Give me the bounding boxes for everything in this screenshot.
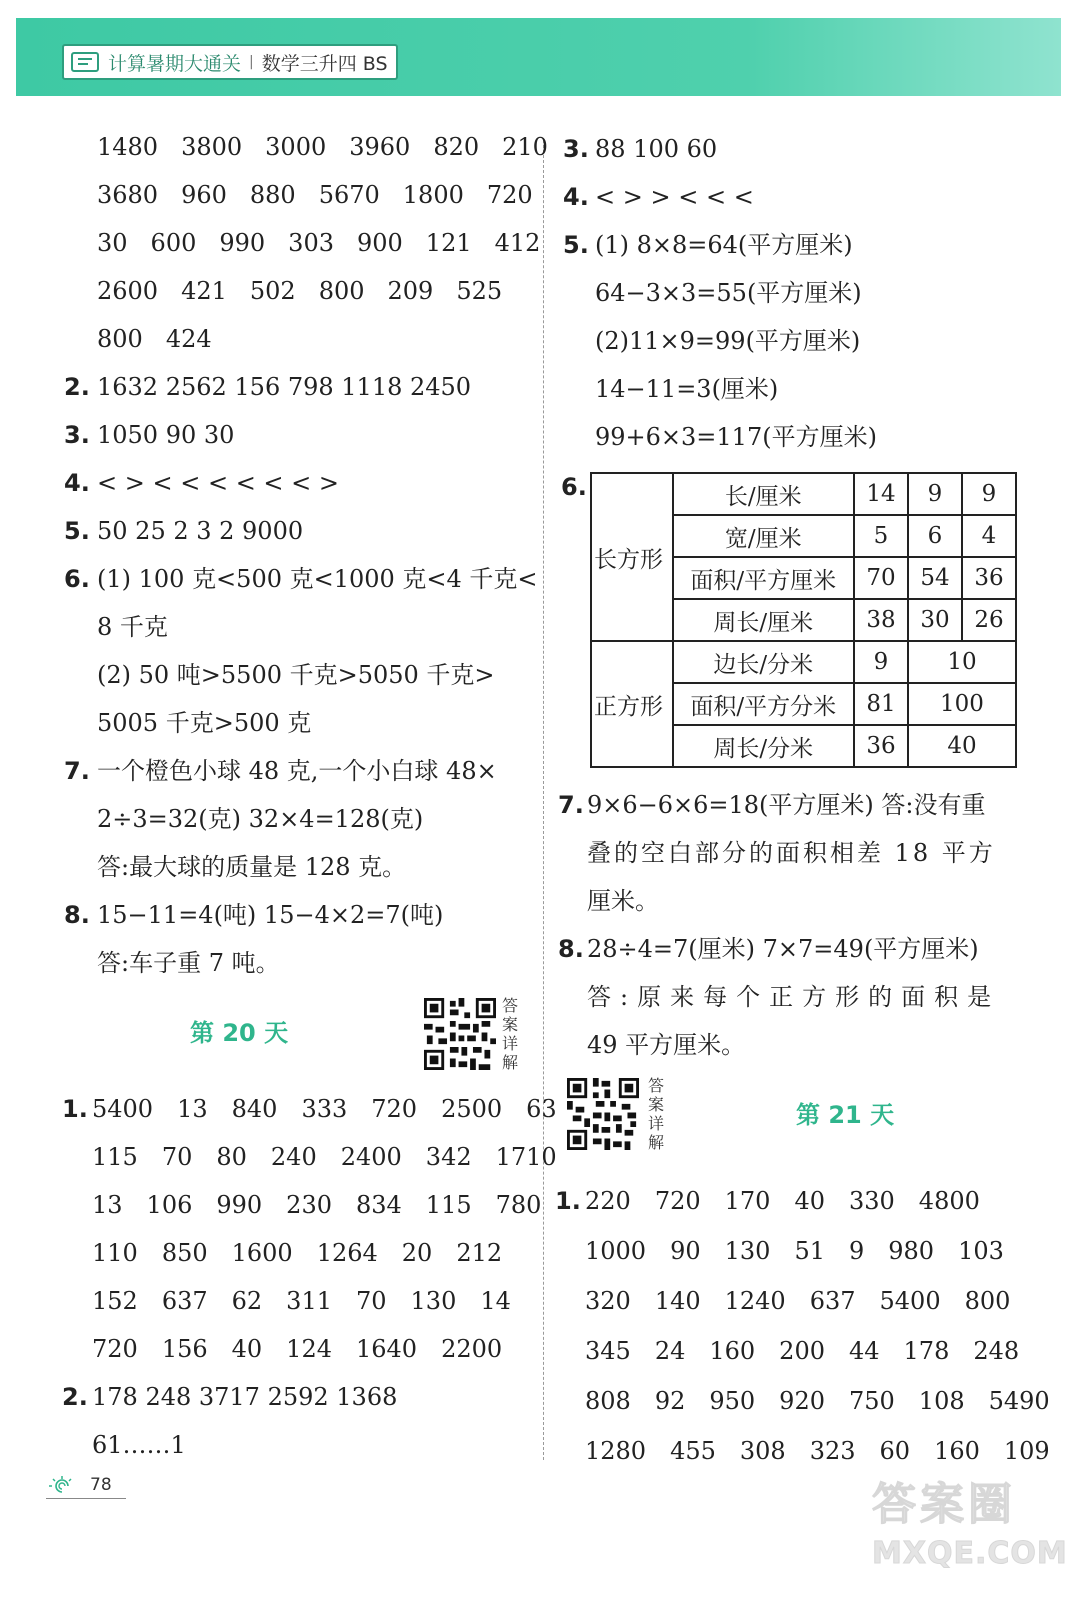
value-cell: 30 [97,229,128,257]
value-cell: 248 [973,1337,1020,1365]
value-row [97,180,556,210]
day21-title: 第 21 天 [796,1101,895,1129]
value-cell: 13 [177,1095,208,1123]
value-cell: 40 [794,1187,825,1215]
value-cell: 70 [355,1287,387,1315]
table-row-label: 宽/厘米 [673,515,854,557]
table-row-label: 周长/分米 [673,725,854,767]
day20-q2-line2: 61……1 [92,1431,186,1459]
value-cell: 800 [318,277,365,305]
value-row [585,1286,1034,1316]
table-cell: 9 [908,473,962,515]
value-cell: 1710 [495,1143,557,1171]
rect-label: 长方形 [591,473,673,641]
book-icon [70,51,100,73]
sun-swirl-icon [46,1474,76,1496]
table-cell: 6 [908,515,962,557]
value-cell: 63 [526,1095,557,1123]
value-cell: 1480 [97,133,159,161]
value-cell: 152 [92,1287,138,1315]
value-cell: 200 [779,1337,825,1365]
right-q5-line4: 14−11=3(厘米) [595,375,779,403]
value-cell: 140 [654,1287,701,1315]
day20-title: 第 20 天 [190,1019,289,1047]
value-cell: 1000 [585,1237,647,1265]
table-cell: 40 [908,725,1016,767]
value-cell: 108 [918,1387,965,1415]
value-row [585,1386,1074,1416]
value-cell: 333 [301,1095,348,1123]
value-cell: 156 [161,1335,208,1363]
value-cell: 424 [165,325,212,353]
table-cell: 54 [908,557,962,599]
value-cell: 1240 [724,1287,786,1315]
table-cell: 36 [962,557,1016,599]
value-cell: 455 [670,1437,716,1465]
value-cell: 637 [809,1287,856,1315]
right-q3-values: 88 100 60 [595,135,718,163]
value-cell: 834 [355,1191,402,1219]
page-number: 78 [90,1475,112,1495]
table-row-label: 边长/分米 [673,641,854,683]
value-cell: 3680 [97,181,159,209]
left-q6-line2: 8 千克 [97,613,168,641]
value-cell: 1600 [231,1239,293,1267]
watermark-url: MXQE.COM [872,1536,1068,1571]
value-cell: 220 [585,1187,631,1215]
value-cell: 840 [231,1095,278,1123]
right-q5-line1: (1) 8×8=64(平方厘米) [595,231,853,259]
value-cell: 3800 [181,133,243,161]
value-cell: 345 [585,1337,631,1365]
right-q4-values: < > > < < < [595,183,754,211]
value-cell: 110 [92,1239,138,1267]
value-cell: 230 [286,1191,332,1219]
day20-q2-line1: 178 248 3717 2592 1368 [92,1383,398,1411]
table-cell: 5 [854,515,908,557]
qr-label-day21: 答案详解 [648,1076,665,1152]
value-cell: 160 [934,1437,980,1465]
value-cell: 1264 [316,1239,378,1267]
left-q4-values: < > < < < < < < > [97,469,340,497]
table-row-label: 长/厘米 [673,473,854,515]
book-title: 计算暑期大通关 [108,52,242,75]
left-q7-num: 7. [64,757,90,785]
value-cell: 24 [654,1337,686,1365]
value-cell: 1280 [585,1437,647,1465]
value-cell: 2500 [441,1095,503,1123]
value-cell: 240 [270,1143,317,1171]
left-q2-values: 1632 2562 156 798 1118 2450 [97,373,472,401]
right-q7-line2: 叠的空白部分的面积相差 18 平方 [587,839,996,867]
table-cell: 9 [854,641,908,683]
value-row [585,1236,1028,1266]
right-q8-line2: 答:原来每个正方形的面积是 [587,983,1001,1011]
value-cell: 320 [585,1287,631,1315]
value-cell: 44 [848,1337,880,1365]
left-q3-num: 3. [64,421,90,449]
table-cell: 10 [908,641,1016,683]
table-cell: 38 [854,599,908,641]
table-cell: 70 [854,557,908,599]
right-q8-num: 8. [558,935,584,963]
right-q7-line3: 厘米。 [587,887,659,915]
book-subject: 数学三升四 BS [261,52,388,75]
value-cell: 637 [161,1287,208,1315]
value-row [92,1334,526,1364]
value-cell: 5400 [879,1287,941,1315]
left-q5-values: 50 25 2 3 2 9000 [97,517,304,545]
value-cell: 720 [92,1335,138,1363]
value-cell: 800 [97,325,143,353]
left-q7-line2: 2÷3=32(克) 32×4=128(克) [97,805,424,833]
left-q8-num: 8. [64,901,90,929]
value-cell: 130 [410,1287,457,1315]
value-row [585,1336,1043,1366]
value-cell: 412 [494,229,541,257]
square-label: 正方形 [591,641,673,767]
value-cell: 525 [456,277,503,305]
value-cell: 121 [425,229,472,257]
value-cell: 980 [888,1237,935,1265]
value-cell: 502 [249,277,296,305]
right-q8-line3: 49 平方厘米。 [587,1031,746,1059]
table-cell: 4 [962,515,1016,557]
value-cell: 115 [92,1143,138,1171]
left-q8-line2: 答:车子重 7 吨。 [97,949,280,977]
value-cell: 808 [585,1387,631,1415]
value-cell: 178 [903,1337,950,1365]
watermark-text: 答案圈 [872,1479,1016,1530]
left-q2-num: 2. [64,373,90,401]
value-cell: 720 [371,1095,418,1123]
value-cell: 960 [181,181,227,209]
value-cell: 1640 [355,1335,418,1363]
value-cell: 720 [486,181,533,209]
right-q5-line3: (2)11×9=99(平方厘米) [595,327,861,355]
value-cell: 900 [356,229,403,257]
value-cell: 720 [654,1187,701,1215]
value-row [97,228,563,258]
value-cell: 20 [401,1239,433,1267]
left-q7-line1: 一个橙色小球 48 克,一个小白球 48× [97,757,497,785]
right-q3-num: 3. [563,135,589,163]
value-row [92,1238,526,1268]
table-cell: 36 [854,725,908,767]
value-cell: 80 [216,1143,247,1171]
value-cell: 750 [848,1387,895,1415]
table-cell: 100 [908,683,1016,725]
left-q8-line1: 15−11=4(吨) 15−4×2=7(吨) [97,901,444,929]
value-cell: 70 [161,1143,193,1171]
watermark-logo [872,1468,1067,1580]
value-cell: 1800 [402,181,464,209]
value-cell: 60 [879,1437,911,1465]
left-q5-num: 5. [64,517,90,545]
value-cell: 850 [161,1239,208,1267]
day21-q1-num: 1. [555,1187,581,1215]
value-cell: 5400 [92,1095,154,1123]
right-q6-num: 6. [561,473,587,501]
value-cell: 14 [480,1287,511,1315]
value-row [92,1286,535,1316]
value-cell: 2400 [340,1143,402,1171]
value-cell: 990 [219,229,266,257]
right-q7-line1: 9×6−6×6=18(平方厘米) 答:没有重 [587,791,986,819]
table-cell: 30 [908,599,962,641]
value-cell: 421 [181,277,227,305]
value-cell: 92 [654,1387,686,1415]
value-cell: 311 [286,1287,332,1315]
value-cell: 920 [779,1387,825,1415]
value-cell: 4800 [918,1187,980,1215]
table-row-label: 面积/平方分米 [673,683,854,725]
value-cell: 800 [964,1287,1011,1315]
right-q8-line1: 28÷4=7(厘米) 7×7=49(平方厘米) [587,935,979,963]
right-q5-num: 5. [563,231,589,259]
value-cell: 9 [848,1237,865,1265]
value-row [97,132,571,162]
value-cell: 330 [848,1187,895,1215]
value-cell: 342 [425,1143,472,1171]
value-cell: 2200 [441,1335,503,1363]
value-cell: 212 [456,1239,503,1267]
value-cell: 210 [502,133,548,161]
value-cell: 62 [231,1287,263,1315]
value-cell: 160 [709,1337,756,1365]
value-cell: 3000 [265,133,327,161]
qr-label-day20: 答案详解 [502,996,519,1072]
table-cell: 14 [854,473,908,515]
left-q6-line4: 5005 千克>500 克 [97,709,312,737]
value-row [585,1186,1004,1216]
value-cell: 950 [709,1387,756,1415]
left-q3-values: 1050 90 30 [97,421,235,449]
value-cell: 90 [670,1237,701,1265]
value-row [92,1094,581,1124]
value-cell: 3960 [349,133,411,161]
right-q4-num: 4. [563,183,589,211]
value-cell: 2600 [97,277,159,305]
value-cell: 303 [288,229,334,257]
value-cell: 109 [1003,1437,1050,1465]
value-cell: 106 [146,1191,193,1219]
header-title-box [62,44,398,80]
value-cell: 5670 [318,181,380,209]
table-cell: 26 [962,599,1016,641]
value-cell: 5490 [988,1387,1050,1415]
value-cell: 40 [231,1335,263,1363]
right-q5-line5: 99+6×3=117(平方厘米) [595,423,877,451]
right-q7-num: 7. [558,791,584,819]
left-q6-line1: (1) 100 克<500 克<1000 克<4 千克< [97,565,538,593]
dimension-table [590,472,1017,768]
right-q5-line2: 64−3×3=55(平方厘米) [595,279,862,307]
value-row [585,1436,1074,1466]
qr-code-icon[interactable] [424,998,496,1070]
value-row [92,1190,565,1220]
value-cell: 308 [739,1437,786,1465]
value-cell: 124 [286,1335,332,1363]
day20-q1-num: 1. [62,1095,88,1123]
left-q6-num: 6. [64,565,90,593]
left-q4-num: 4. [64,469,90,497]
value-cell: 51 [794,1237,825,1265]
table-row-label: 周长/厘米 [673,599,854,641]
page-underline [46,1498,126,1499]
value-cell: 990 [216,1191,263,1219]
value-row [97,324,235,354]
value-row [92,1142,581,1172]
value-cell: 820 [433,133,480,161]
value-cell: 323 [809,1437,856,1465]
value-row [97,276,525,306]
header-separator: | [249,54,254,70]
value-cell: 209 [387,277,434,305]
value-cell: 130 [724,1237,771,1265]
value-cell: 13 [92,1191,123,1219]
value-cell: 780 [495,1191,542,1219]
table-cell: 81 [854,683,908,725]
qr-code-icon[interactable] [567,1078,639,1150]
value-cell: 115 [425,1191,472,1219]
value-cell: 600 [150,229,197,257]
table-cell: 9 [962,473,1016,515]
value-cell: 880 [249,181,296,209]
left-q7-line3: 答:最大球的质量是 128 克。 [97,853,407,881]
day20-q2-num: 2. [62,1383,88,1411]
value-cell: 170 [724,1187,771,1215]
column-divider [543,140,544,1460]
value-cell: 103 [958,1237,1004,1265]
left-q6-line3: (2) 50 吨>5500 千克>5050 千克> [97,661,495,689]
table-row-label: 面积/平方厘米 [673,557,854,599]
